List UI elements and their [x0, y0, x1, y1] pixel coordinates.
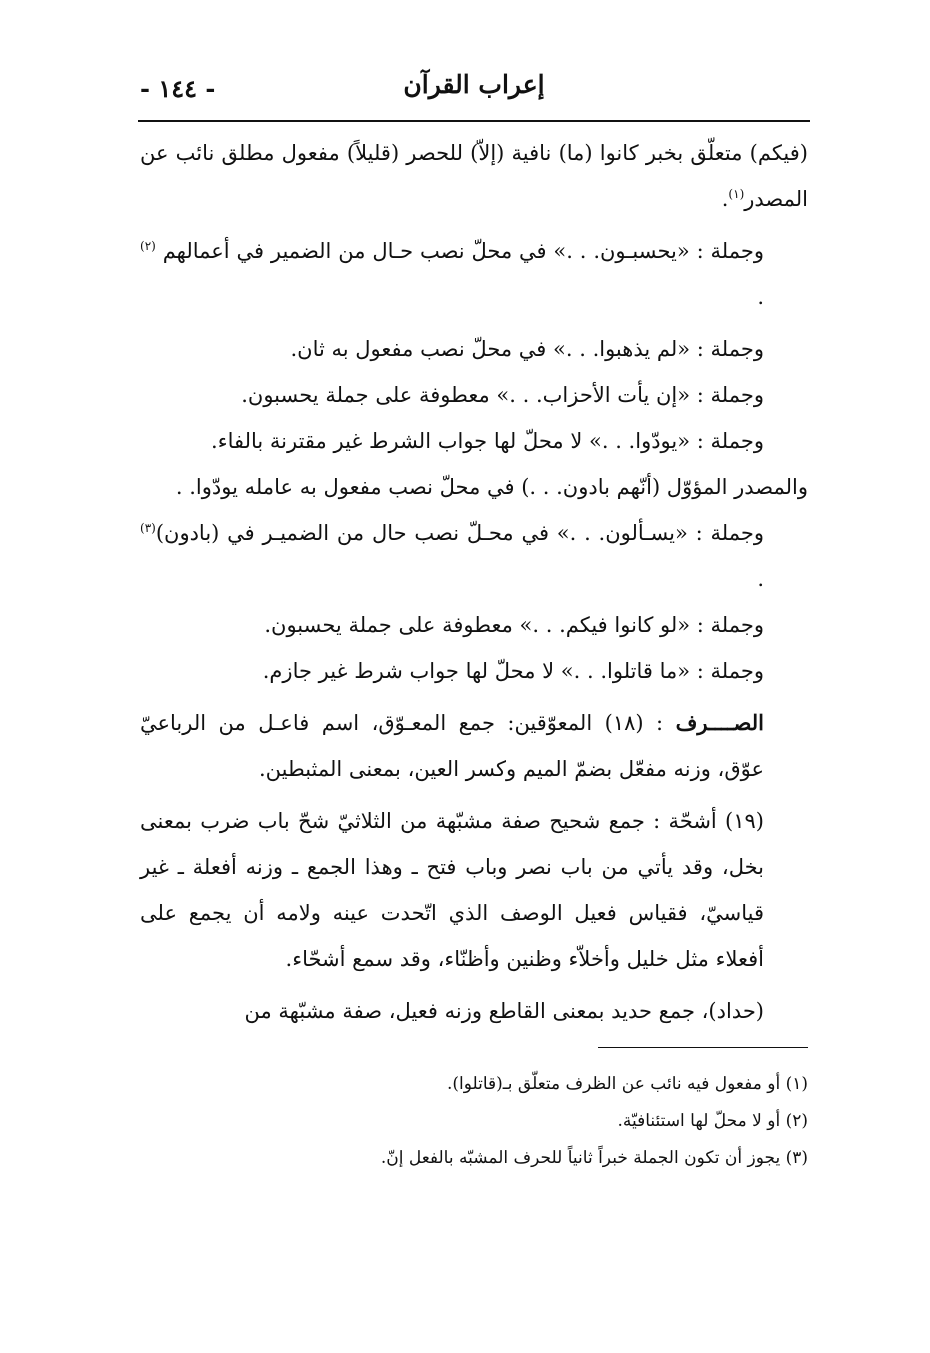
- page-body: [140, 130, 808, 1034]
- header-rule: [138, 120, 810, 122]
- paragraph-2: وجملة : «يحسبـون. . .» في محلّ نصب حـال من الضمير في أعمالهم $^{(٢)}$ .: [140, 239, 764, 309]
- footnote-ref-3: (٣): [140, 521, 156, 535]
- footnote-2: (٢) أو لا محلّ لها استئنافيّة.: [617, 1111, 808, 1131]
- page-header: [140, 64, 808, 112]
- footnote-ref-1: (١): [728, 187, 745, 201]
- paragraph-8: وجملة : «لو كانوا فيكم. . .» معطوفة على جملة يحسبون.: [264, 613, 764, 637]
- footnote-1: (١) أو مفعول فيه نائب عن الظرف متعلّق بـ(قاتلوا).: [446, 1074, 808, 1094]
- paragraph-3: وجملة : «لم يذهبوا. . .» في محلّ نصب مفعول به ثان.: [290, 337, 764, 361]
- paragraph-11: (١٩) أشحّة : جمع شحيح صفة مشبّهة من الثلاثيّ شحّ باب ضرب بمعنى بخل، وقد يأتي من باب نصر وباب فتح ـ وهذا الجمع ـ وزنه أفعلة ـ غير قياسيّ، فقياس فعيل الوصف الذي اتّحدت عينه ولامه أن يجمع على أفعلاء مثل خليل وأخلاّء وظنين وأظنّاء، وقد سمع أشحّاء.: [140, 809, 764, 971]
- page-number: - ١٤٤ -: [140, 74, 216, 103]
- paragraph-1: (فيكم) متعلّق بخبر كانوا (ما) نافية (إلاّ) للحصر (قليلاً) مفعول مطلق نائب عن المصدر$^{(١)}$.: [140, 141, 808, 211]
- footnotes: [140, 1066, 808, 1177]
- paragraph-12: (حداد)، جمع حديد بمعنى القاطع وزنه فعيل، صفة مشبّهة من: [244, 999, 764, 1023]
- paragraph-5: وجملة : «يودّوا. . .» لا محلّ لها جواب الشرط غير مقترنة بالفاء.: [211, 429, 764, 453]
- paragraph-4: وجملة : «إن يأت الأحزاب. . .» معطوفة على جملة يحسبون.: [241, 383, 764, 407]
- footnote-3: (٣) يجوز أن تكون الجملة خبراً ثانياً للحرف المشبّه بالفعل إنّ.: [380, 1148, 808, 1168]
- footnote-ref-2: (٢): [140, 239, 156, 253]
- footnote-rule: [598, 1047, 808, 1048]
- paragraph-6: والمصدر المؤوّل (أنّهم بادون. . .) في محلّ نصب مفعول به عامله يودّوا. .: [175, 475, 808, 499]
- sarf-label: الصــــرف: [675, 710, 764, 735]
- running-title: إعراب القرآن: [403, 70, 545, 99]
- paragraph-7: وجملة : «يسـألون. . .» في محـلّ نصب حال من الضميـر في (بادون)$^{(٣)}$ .: [140, 521, 764, 591]
- paragraph-10: الصــــرف : (١٨) المعوّقين: جمع المعـوّق، اسم فاعـل من الرباعيّ عوّق، وزنه مفعّل بضمّ الميم وكسر العين، بمعنى المثبطين.: [140, 710, 764, 781]
- paragraph-9: وجملة : «ما قاتلوا. . .» لا محلّ لها جواب شرط غير جازم.: [262, 659, 764, 683]
